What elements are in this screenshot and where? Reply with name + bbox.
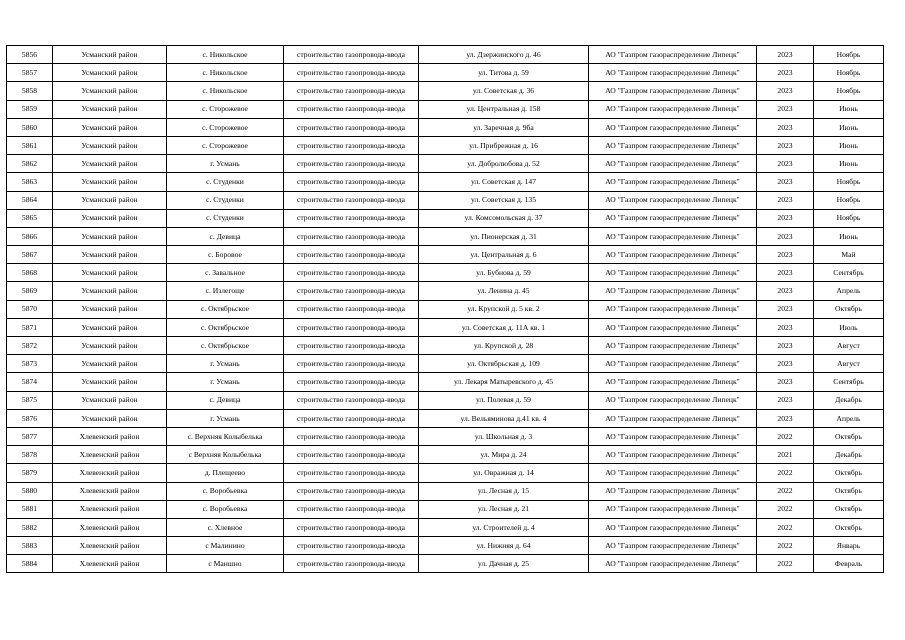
table-row xyxy=(7,136,884,154)
table-row xyxy=(7,355,884,373)
year-cell: 2023 xyxy=(757,46,814,64)
row-number-cell: 5866 xyxy=(7,227,53,245)
organization-cell: АО "Газпром газораспределение Липецк" xyxy=(589,209,757,227)
address-cell: ул. Дачная д. 25 xyxy=(419,555,589,573)
month-cell: Июнь xyxy=(814,227,884,245)
organization-cell: АО "Газпром газораспределение Липецк" xyxy=(589,82,757,100)
organization-cell: АО "Газпром газораспределение Липецк" xyxy=(589,46,757,64)
year-cell: 2022 xyxy=(757,537,814,555)
month-cell: Октябрь xyxy=(814,518,884,536)
year-cell: 2023 xyxy=(757,337,814,355)
row-number-cell: 5856 xyxy=(7,46,53,64)
month-cell: Октябрь xyxy=(814,464,884,482)
locality-cell: с. Никольское xyxy=(167,64,284,82)
address-cell: ул. Лесная д. 21 xyxy=(419,500,589,518)
table-row xyxy=(7,173,884,191)
district-cell: Хлевенский район xyxy=(53,537,167,555)
organization-cell: АО "Газпром газораспределение Липецк" xyxy=(589,409,757,427)
row-number-cell: 5861 xyxy=(7,136,53,154)
organization-cell: АО "Газпром газораспределение Липецк" xyxy=(589,64,757,82)
month-cell: Февраль xyxy=(814,555,884,573)
month-cell: Декабрь xyxy=(814,391,884,409)
address-cell: ул. Титова д. 59 xyxy=(419,64,589,82)
month-cell: Ноябрь xyxy=(814,64,884,82)
row-number-cell: 5858 xyxy=(7,82,53,100)
row-number-cell: 5862 xyxy=(7,155,53,173)
table-row xyxy=(7,264,884,282)
work-type-cell: строительство газопровода-ввода xyxy=(284,518,419,536)
work-type-cell: строительство газопровода-ввода xyxy=(284,173,419,191)
address-cell: ул. Советская д. 135 xyxy=(419,191,589,209)
year-cell: 2023 xyxy=(757,282,814,300)
organization-cell: АО "Газпром газораспределение Липецк" xyxy=(589,155,757,173)
row-number-cell: 5883 xyxy=(7,537,53,555)
district-cell: Хлевенский район xyxy=(53,518,167,536)
district-cell: Усманский район xyxy=(53,118,167,136)
address-cell: ул. Ленина д. 45 xyxy=(419,282,589,300)
table-row xyxy=(7,482,884,500)
district-cell: Хлевенский район xyxy=(53,464,167,482)
address-cell: ул. Советская д. 36 xyxy=(419,82,589,100)
row-number-cell: 5859 xyxy=(7,100,53,118)
address-cell: ул. Школьная д. 3 xyxy=(419,427,589,445)
locality-cell: с Верхняя Колыбелька xyxy=(167,446,284,464)
year-cell: 2021 xyxy=(757,446,814,464)
work-type-cell: строительство газопровода-ввода xyxy=(284,537,419,555)
organization-cell: АО "Газпром газораспределение Липецк" xyxy=(589,246,757,264)
year-cell: 2023 xyxy=(757,64,814,82)
address-cell: ул. Овражная д. 14 xyxy=(419,464,589,482)
locality-cell: с. Студенки xyxy=(167,191,284,209)
month-cell: Ноябрь xyxy=(814,46,884,64)
year-cell: 2022 xyxy=(757,518,814,536)
row-number-cell: 5867 xyxy=(7,246,53,264)
month-cell: Декабрь xyxy=(814,446,884,464)
month-cell: Май xyxy=(814,246,884,264)
row-number-cell: 5860 xyxy=(7,118,53,136)
year-cell: 2022 xyxy=(757,482,814,500)
organization-cell: АО "Газпром газораспределение Липецк" xyxy=(589,191,757,209)
table-row xyxy=(7,155,884,173)
address-cell: ул. Центральная д. 6 xyxy=(419,246,589,264)
row-number-cell: 5880 xyxy=(7,482,53,500)
work-type-cell: строительство газопровода-ввода xyxy=(284,318,419,336)
month-cell: Январь xyxy=(814,537,884,555)
district-cell: Усманский район xyxy=(53,318,167,336)
organization-cell: АО "Газпром газораспределение Липецк" xyxy=(589,173,757,191)
address-cell: ул. Пионерская д. 31 xyxy=(419,227,589,245)
district-cell: Усманский район xyxy=(53,264,167,282)
locality-cell: с. Излегоще xyxy=(167,282,284,300)
address-cell: ул. Строителей д. 4 xyxy=(419,518,589,536)
organization-cell: АО "Газпром газораспределение Липецк" xyxy=(589,337,757,355)
row-number-cell: 5876 xyxy=(7,409,53,427)
organization-cell: АО "Газпром газораспределение Липецк" xyxy=(589,391,757,409)
organization-cell: АО "Газпром газораспределение Липецк" xyxy=(589,227,757,245)
year-cell: 2023 xyxy=(757,191,814,209)
work-type-cell: строительство газопровода-ввода xyxy=(284,264,419,282)
row-number-cell: 5884 xyxy=(7,555,53,573)
table-row xyxy=(7,518,884,536)
month-cell: Октябрь xyxy=(814,300,884,318)
district-cell: Усманский район xyxy=(53,409,167,427)
work-type-cell: строительство газопровода-ввода xyxy=(284,482,419,500)
work-type-cell: строительство газопровода-ввода xyxy=(284,64,419,82)
work-type-cell: строительство газопровода-ввода xyxy=(284,246,419,264)
year-cell: 2023 xyxy=(757,318,814,336)
year-cell: 2022 xyxy=(757,500,814,518)
gasification-table xyxy=(6,45,884,573)
district-cell: Усманский район xyxy=(53,136,167,154)
address-cell: ул. Комсомольская д. 37 xyxy=(419,209,589,227)
address-cell: ул. Советская д. 11А кв. 1 xyxy=(419,318,589,336)
month-cell: Июнь xyxy=(814,155,884,173)
work-type-cell: строительство газопровода-ввода xyxy=(284,136,419,154)
year-cell: 2023 xyxy=(757,100,814,118)
year-cell: 2023 xyxy=(757,246,814,264)
work-type-cell: строительство газопровода-ввода xyxy=(284,155,419,173)
organization-cell: АО "Газпром газораспределение Липецк" xyxy=(589,118,757,136)
month-cell: Октябрь xyxy=(814,482,884,500)
row-number-cell: 5857 xyxy=(7,64,53,82)
row-number-cell: 5868 xyxy=(7,264,53,282)
district-cell: Усманский район xyxy=(53,391,167,409)
district-cell: Усманский район xyxy=(53,155,167,173)
address-cell: ул. Крупской д. 5 кв. 2 xyxy=(419,300,589,318)
district-cell: Усманский район xyxy=(53,355,167,373)
row-number-cell: 5882 xyxy=(7,518,53,536)
organization-cell: АО "Газпром газораспределение Липецк" xyxy=(589,355,757,373)
table-row xyxy=(7,227,884,245)
work-type-cell: строительство газопровода-ввода xyxy=(284,191,419,209)
row-number-cell: 5864 xyxy=(7,191,53,209)
locality-cell: г. Усмань xyxy=(167,409,284,427)
month-cell: Ноябрь xyxy=(814,191,884,209)
locality-cell: с. Никольское xyxy=(167,46,284,64)
organization-cell: АО "Газпром газораспределение Липецк" xyxy=(589,464,757,482)
organization-cell: АО "Газпром газораспределение Липецк" xyxy=(589,100,757,118)
locality-cell: с. Студенки xyxy=(167,209,284,227)
table-row xyxy=(7,46,884,64)
row-number-cell: 5863 xyxy=(7,173,53,191)
district-cell: Усманский район xyxy=(53,100,167,118)
work-type-cell: строительство газопровода-ввода xyxy=(284,355,419,373)
table-row xyxy=(7,100,884,118)
address-cell: ул. Нижняя д. 64 xyxy=(419,537,589,555)
table-row xyxy=(7,500,884,518)
address-cell: ул. Дзержинского д. 46 xyxy=(419,46,589,64)
table-row xyxy=(7,282,884,300)
organization-cell: АО "Газпром газораспределение Липецк" xyxy=(589,318,757,336)
locality-cell: с. Девица xyxy=(167,227,284,245)
organization-cell: АО "Газпром газораспределение Липецк" xyxy=(589,264,757,282)
organization-cell: АО "Газпром газораспределение Липецк" xyxy=(589,446,757,464)
district-cell: Усманский район xyxy=(53,82,167,100)
month-cell: Ноябрь xyxy=(814,209,884,227)
table-body xyxy=(7,46,884,573)
organization-cell: АО "Газпром газораспределение Липецк" xyxy=(589,373,757,391)
locality-cell: с. Сторожевое xyxy=(167,118,284,136)
year-cell: 2023 xyxy=(757,300,814,318)
month-cell: Август xyxy=(814,337,884,355)
district-cell: Усманский район xyxy=(53,209,167,227)
district-cell: Хлевенский район xyxy=(53,500,167,518)
table-row xyxy=(7,246,884,264)
year-cell: 2022 xyxy=(757,427,814,445)
district-cell: Усманский район xyxy=(53,173,167,191)
month-cell: Ноябрь xyxy=(814,82,884,100)
district-cell: Усманский район xyxy=(53,64,167,82)
month-cell: Июнь xyxy=(814,118,884,136)
row-number-cell: 5878 xyxy=(7,446,53,464)
locality-cell: с. Сторожевое xyxy=(167,100,284,118)
work-type-cell: строительство газопровода-ввода xyxy=(284,209,419,227)
address-cell: ул. Полевая д. 59 xyxy=(419,391,589,409)
address-cell: ул. Крупской д. 28 xyxy=(419,337,589,355)
locality-cell: с. Студенки xyxy=(167,173,284,191)
year-cell: 2022 xyxy=(757,464,814,482)
work-type-cell: строительство газопровода-ввода xyxy=(284,337,419,355)
work-type-cell: строительство газопровода-ввода xyxy=(284,100,419,118)
year-cell: 2023 xyxy=(757,155,814,173)
work-type-cell: строительство газопровода-ввода xyxy=(284,282,419,300)
year-cell: 2023 xyxy=(757,373,814,391)
address-cell: ул. Центральная д. 158 xyxy=(419,100,589,118)
locality-cell: с. Сторожевое xyxy=(167,136,284,154)
organization-cell: АО "Газпром газораспределение Липецк" xyxy=(589,500,757,518)
district-cell: Усманский район xyxy=(53,246,167,264)
work-type-cell: строительство газопровода-ввода xyxy=(284,391,419,409)
district-cell: Усманский район xyxy=(53,337,167,355)
row-number-cell: 5865 xyxy=(7,209,53,227)
locality-cell: с Малинино xyxy=(167,537,284,555)
address-cell: ул. Лекаря Матыревского д. 45 xyxy=(419,373,589,391)
organization-cell: АО "Газпром газораспределение Липецк" xyxy=(589,300,757,318)
work-type-cell: строительство газопровода-ввода xyxy=(284,446,419,464)
row-number-cell: 5872 xyxy=(7,337,53,355)
district-cell: Хлевенский район xyxy=(53,555,167,573)
district-cell: Хлевенский район xyxy=(53,482,167,500)
table-row xyxy=(7,209,884,227)
table-row xyxy=(7,391,884,409)
month-cell: Октябрь xyxy=(814,427,884,445)
locality-cell: с. Воробьевка xyxy=(167,482,284,500)
table-row xyxy=(7,337,884,355)
locality-cell: с. Девица xyxy=(167,391,284,409)
row-number-cell: 5871 xyxy=(7,318,53,336)
table-row xyxy=(7,191,884,209)
year-cell: 2023 xyxy=(757,118,814,136)
row-number-cell: 5879 xyxy=(7,464,53,482)
locality-cell: д. Плещеево xyxy=(167,464,284,482)
address-cell: ул. Добролюбова д. 52 xyxy=(419,155,589,173)
month-cell: Апрель xyxy=(814,409,884,427)
address-cell: ул. Вельяминова д.41 кв. 4 xyxy=(419,409,589,427)
year-cell: 2023 xyxy=(757,391,814,409)
locality-cell: с Маншно xyxy=(167,555,284,573)
locality-cell: с. Хлевное xyxy=(167,518,284,536)
address-cell: ул. Заречная д. 9ба xyxy=(419,118,589,136)
locality-cell: г. Усмань xyxy=(167,155,284,173)
address-cell: ул. Октябрьская д. 109 xyxy=(419,355,589,373)
table-row xyxy=(7,464,884,482)
locality-cell: с. Завальное xyxy=(167,264,284,282)
work-type-cell: строительство газопровода-ввода xyxy=(284,409,419,427)
district-cell: Усманский район xyxy=(53,227,167,245)
year-cell: 2022 xyxy=(757,555,814,573)
organization-cell: АО "Газпром газораспределение Липецк" xyxy=(589,518,757,536)
year-cell: 2023 xyxy=(757,82,814,100)
address-cell: ул. Прибрежная д. 16 xyxy=(419,136,589,154)
locality-cell: с. Никольское xyxy=(167,82,284,100)
organization-cell: АО "Газпром газораспределение Липецк" xyxy=(589,282,757,300)
table-row xyxy=(7,300,884,318)
organization-cell: АО "Газпром газораспределение Липецк" xyxy=(589,136,757,154)
organization-cell: АО "Газпром газораспределение Липецк" xyxy=(589,555,757,573)
row-number-cell: 5873 xyxy=(7,355,53,373)
work-type-cell: строительство газопровода-ввода xyxy=(284,464,419,482)
month-cell: Апрель xyxy=(814,282,884,300)
work-type-cell: строительство газопровода-ввода xyxy=(284,427,419,445)
table-row xyxy=(7,427,884,445)
work-type-cell: строительство газопровода-ввода xyxy=(284,373,419,391)
month-cell: Октябрь xyxy=(814,500,884,518)
work-type-cell: строительство газопровода-ввода xyxy=(284,227,419,245)
month-cell: Июнь xyxy=(814,136,884,154)
district-cell: Усманский район xyxy=(53,282,167,300)
district-cell: Хлевенский район xyxy=(53,427,167,445)
year-cell: 2023 xyxy=(757,173,814,191)
table-row xyxy=(7,409,884,427)
year-cell: 2023 xyxy=(757,209,814,227)
work-type-cell: строительство газопровода-ввода xyxy=(284,46,419,64)
year-cell: 2023 xyxy=(757,227,814,245)
address-cell: ул. Мира д. 24 xyxy=(419,446,589,464)
locality-cell: с. Октябрьское xyxy=(167,318,284,336)
row-number-cell: 5874 xyxy=(7,373,53,391)
work-type-cell: строительство газопровода-ввода xyxy=(284,82,419,100)
year-cell: 2023 xyxy=(757,136,814,154)
work-type-cell: строительство газопровода-ввода xyxy=(284,118,419,136)
district-cell: Усманский район xyxy=(53,46,167,64)
locality-cell: с. Боровое xyxy=(167,246,284,264)
row-number-cell: 5870 xyxy=(7,300,53,318)
table-row xyxy=(7,537,884,555)
year-cell: 2023 xyxy=(757,264,814,282)
district-cell: Усманский район xyxy=(53,373,167,391)
row-number-cell: 5877 xyxy=(7,427,53,445)
row-number-cell: 5875 xyxy=(7,391,53,409)
work-type-cell: строительство газопровода-ввода xyxy=(284,500,419,518)
table-row xyxy=(7,82,884,100)
table-row xyxy=(7,555,884,573)
address-cell: ул. Бубнова д. 59 xyxy=(419,264,589,282)
locality-cell: г. Усмань xyxy=(167,373,284,391)
month-cell: Сентябрь xyxy=(814,264,884,282)
month-cell: Сентябрь xyxy=(814,373,884,391)
year-cell: 2023 xyxy=(757,409,814,427)
month-cell: Июнь xyxy=(814,100,884,118)
district-cell: Хлевенский район xyxy=(53,446,167,464)
locality-cell: с. Воробьевка xyxy=(167,500,284,518)
locality-cell: с. Октябрьское xyxy=(167,300,284,318)
table-row xyxy=(7,64,884,82)
address-cell: ул. Лесная д. 15 xyxy=(419,482,589,500)
month-cell: Август xyxy=(814,355,884,373)
work-type-cell: строительство газопровода-ввода xyxy=(284,555,419,573)
locality-cell: с. Октябрьское xyxy=(167,337,284,355)
row-number-cell: 5869 xyxy=(7,282,53,300)
work-type-cell: строительство газопровода-ввода xyxy=(284,300,419,318)
organization-cell: АО "Газпром газораспределение Липецк" xyxy=(589,537,757,555)
organization-cell: АО "Газпром газораспределение Липецк" xyxy=(589,427,757,445)
month-cell: Ноябрь xyxy=(814,173,884,191)
table-row xyxy=(7,373,884,391)
table-row xyxy=(7,318,884,336)
address-cell: ул. Советская д. 147 xyxy=(419,173,589,191)
row-number-cell: 5881 xyxy=(7,500,53,518)
district-cell: Усманский район xyxy=(53,191,167,209)
district-cell: Усманский район xyxy=(53,300,167,318)
organization-cell: АО "Газпром газораспределение Липецк" xyxy=(589,482,757,500)
month-cell: Июль xyxy=(814,318,884,336)
locality-cell: с. Верхняя Колыбелька xyxy=(167,427,284,445)
table-row xyxy=(7,118,884,136)
locality-cell: г. Усмань xyxy=(167,355,284,373)
year-cell: 2023 xyxy=(757,355,814,373)
table-row xyxy=(7,446,884,464)
